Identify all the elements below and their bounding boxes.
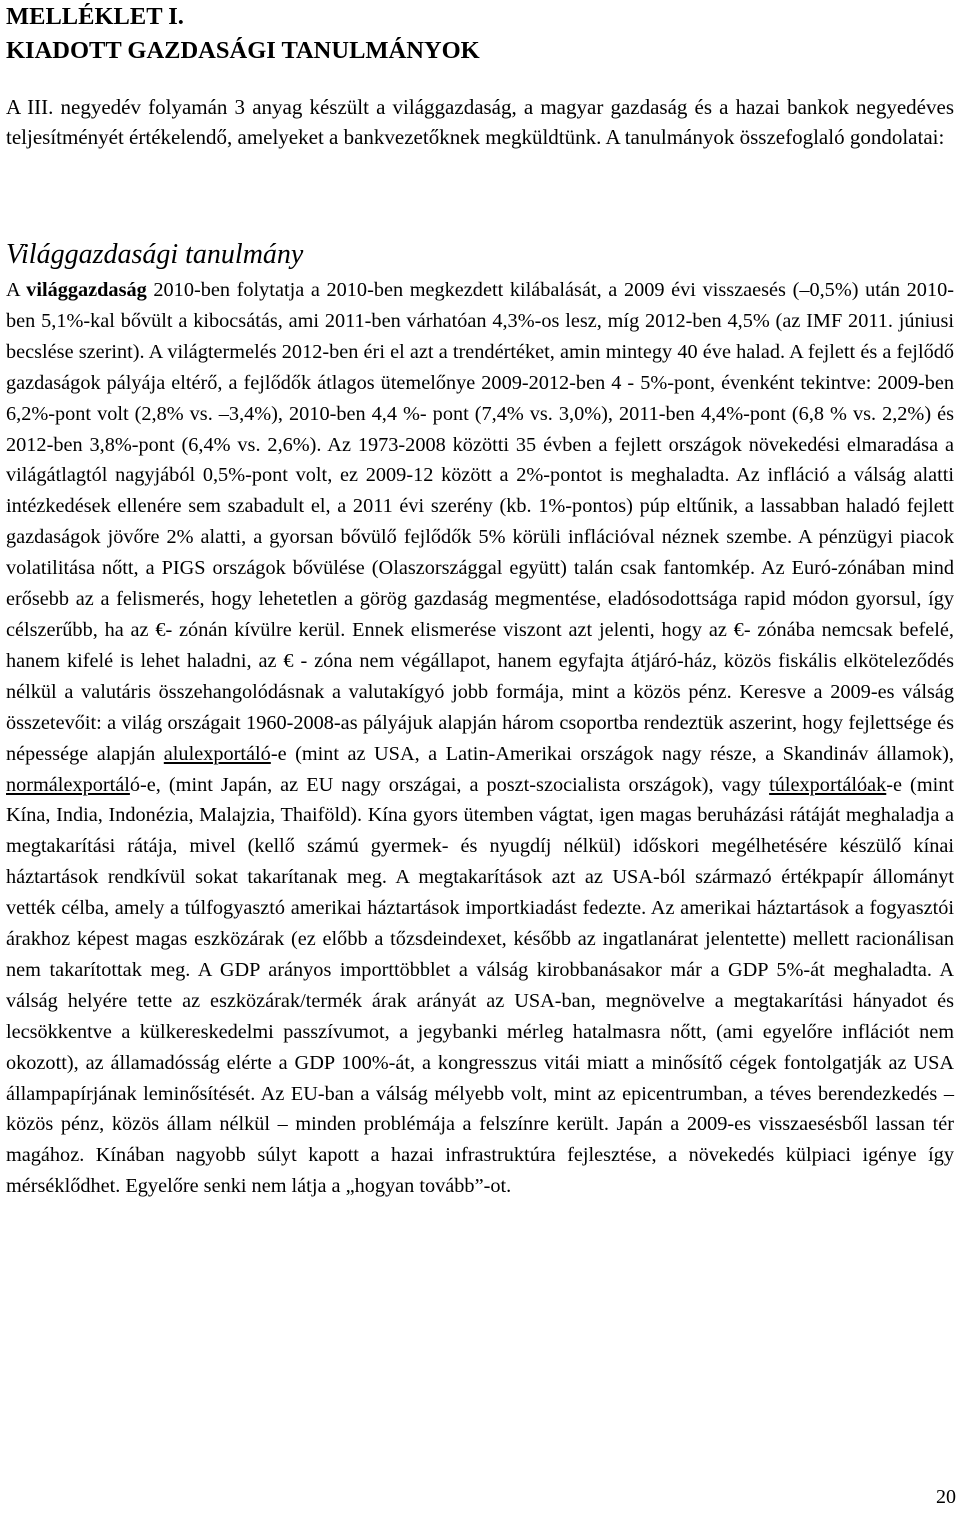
underlined-term: normálexportál [6, 773, 130, 796]
paragraph-text: -e (mint Kína, India, Indonézia, Malajzia, Thaiföld). Kína gyors ütemben vágtat, igen magas beruházási rátáját meghaladja a megtakarítási rátája, mivel (kellő számú gyermek- és nyugdíj nélkül) időskori megélhetésére készülő kínai háztartások rendkívül sokat takarítanak meg. A megtakarítások azt az USA-ból származó értékpapír állományt vették célba, amely a túlfogyasztó amerikai háztartások importkiadást fedezte. Az amerikai háztartások a fogyasztói árakhoz képest magas eszközárak (ez előbb a tőzsdeindexet, később az ingatlanárat jelentette) mellett racionálisan nem takarítottak meg. A GDP arányos importtöbblet a válság kirobbanásakor már a GDP 5%-át meghaladta. A válság helyére tette az eszközárak/termék árak arányát az USA-ban, megnövelve a megtakarítási hányadot és lecsökkentve a külkereskedelmi passzívumot, a jegybanki mérleg hatalmasra nőtt, (ami egyelőre inflációt nem okozott), az államadósság elérte a GDP 100%-át, a kongresszus vitái miatt a minősítő cégek fontolgatják az USA állampapírjának leminősítését. Az EU-ban a válság mélyebb volt, mint az epicentrumban, a téves berendezkedés – közös pénz, közös állam nélkül – minden problémája a felszínre került. Japán a 2009-es visszaesésből lassan tér magához. Kínában nagyobb súlyt kapott a hazai infrastruktúra fejlesztése, a növekedés külpiaci igénye így mérséklődhet. Egyelőre senki nem látja a „hogyan tovább”-ot. [6, 773, 955, 1198]
section-paragraph [6, 275, 954, 1202]
underlined-term: túlexportálóak [769, 773, 887, 796]
paragraph-text: -e (mint az USA, a Latin-Amerikai országok nagy része, a Skandináv államok), [270, 742, 954, 765]
document-title: KIADOTT GAZDASÁGI TANULMÁNYOK [6, 37, 480, 64]
annex-heading: MELLÉKLET I. [6, 3, 184, 30]
bold-term: világgazdaság [26, 279, 147, 301]
page-number: 20 [936, 1486, 956, 1508]
paragraph-text: 2010-ben folytatja a 2010-ben megkezdett kilábalását, a 2009 évi visszaesés (–0,5%) után 2010-ben 5,1%-kal bővült a kibocsátás, ami 2011-ben várhatóan 4,3%-os lesz, míg 2012-ben 4,5% (az IMF 2011. júniusi becslése szerint). A világtermelés 2012-ben éri el azt a trendértéket, amin mintegy 40 éve halad. A fejlett és a fejlődő gazdaságok pályája eltérő, a fejlődők átlagos ütemelőnye 2009-2012-ben 4 - 5%-pont, évenként tekintve: 2009-ben 6,2%-pont volt (2,8% vs. –3,4%), 2010-ben 4,4 %- pont (7,4% vs. 3,0%), 2011-ben 4,4%-pont (6,8 % vs. 2,2%) és 2012-ben 3,8%-pont (6,4% vs. 2,6%). Az 1973-2008 közötti 35 évben a fejlett országok növekedési elmaradása a világátlagtól nagyjából 0,5%-pont volt, ez 2009-12 között a 2%-pontot is meghaladta. Az infláció a válság alatti intézkedések ellenére sem szabadult el, a 2011 évi szerény (kb. 1%-pontos) púp eltűnik, a lassabban haladó fejlett gazdaságok jövőre 2% alatti, a gyorsan bővülő fejlődők 5% körüli inflációval néznek szembe. A pénzügyi piacok volatilitása nőtt, a PIGS országok bővülése (Olaszországgal együtt) talán csak fantomkép. Az Euró-zónában mind erősebb az a felismerés, hogy lehetetlen a görög gazdaság megmentése, eladósodottsága rapid módon gyorsul, így célszerűbb, ha az €- zónán kívülre kerül. Ennek elismerése viszont azt jelenti, hogy az €- zónába nemcsak befelé, hanem kifelé is lehet haladni, az € - zóna nem végállapot, hanem egyfajta átjáró-ház, közös fiskális elköteleződés nélkül a valutáris összehangolódásnak a valutakígyó jobb formája, mint a közös pénz. Keresve a 2009-es válság összetevőit: a világ országait 1960-2008-as pályájuk alapján három csoportba rendeztük aszerint, hogy fejlettsége és népessége alapján [6, 279, 954, 765]
paragraph-text: ó-e, (mint Japán, az EU nagy országai, a poszt-szocialista országok), vagy [129, 773, 770, 796]
underlined-term: alulexportáló [163, 742, 271, 765]
paragraph-lead: A [6, 279, 27, 301]
section-title: Világgazdasági tanulmány [6, 239, 304, 270]
intro-paragraph: A III. negyedév folyamán 3 anyag készült a világgazdaság, a magyar gazdaság és a hazai bankok negyedéves teljesítményét értékelendő, amelyeket a bankvezetőknek megküldtünk. A tanulmányok összefoglaló gondolatai: [6, 95, 954, 149]
